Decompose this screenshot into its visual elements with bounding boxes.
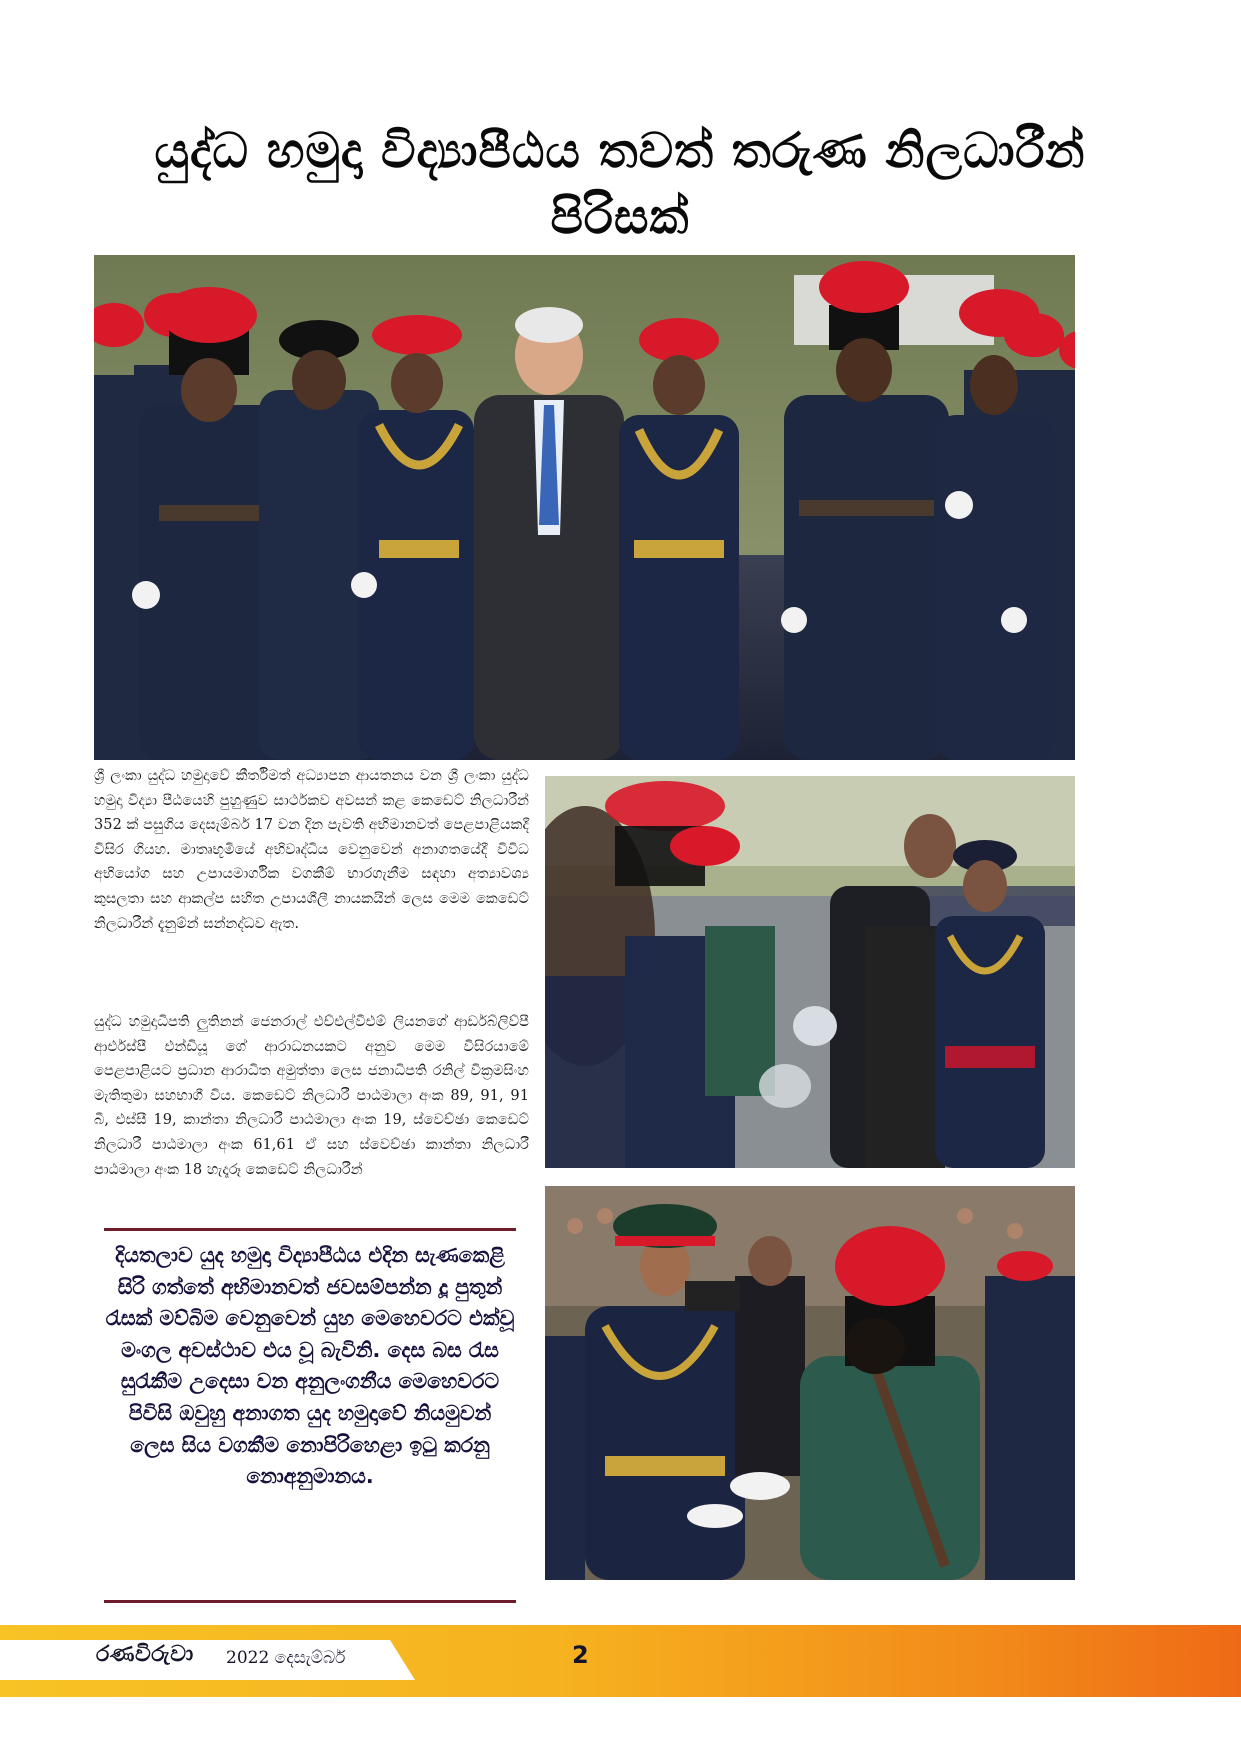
article-paragraph-2: යුද්ධ හමුදාධිපති ලුතිනන් ජෙනරාල් එච්එල්වීඑම් ලියනගේ ආර්ඩබ්ලිව්පී ආර්එස්පී එන්ඩියූ ගේ ආරාධනයකට අනුව මෙම විසිරයාමේ පෙළපාළියට ප්‍රධාන ආරාධිත අමුත්තා ලෙස ජනාධිපති රනිල් වික්‍රමසිංහ මැතිතුමා සහභාගී විය. කෙඩෙට් නිලධාරී පාඨමාලා අංක 89, 91, 91 බී, එස්සී 19, කාන්තා නිලධාරී පාඨමාලා අංක 19, ස්වෙච්ඡා කෙඩෙට් නිලධාරී පාඨමාලා අංක 61,61 ඒ සහ ස්වෙච්ඡා කාන්තා නිලධාරී පාඨමාලා අංක 18 හැදෑරූ කෙඩෙට් නිලධාරීන්: [94, 1013, 529, 1178]
page-number: 2: [572, 1641, 589, 1669]
footer-brand-logo: රණවිරුවා: [96, 1642, 194, 1667]
article-paragraph-1: ශ්‍රී ලංකා යුද්ධ හමුදාවේ කීර්තිමත් අධ්‍යාපන ආයතනය වන ශ්‍රී ලංකා යුද්ධ හමුදා විද්‍යා පීඨයෙහි පුහුණුව සාර්ථකව අවසන් කළ කෙඩෙට් නිලධාරීන් 352 ක් පසුගිය දෙසැම්බර් 17 වන දින පැවති අභිමානවත් පෙළපාළියකදී විසිර ගියහ. මාතෘභූමියේ අභිවෘද්ධිය වෙනුවෙන් අනාගතයේදී විවිධ අභියෝග සහ උපායමාර්ගික වගකීම් භාරගැනීම සඳහා අත්‍යාවශ්‍ය කුසලතා සහ ආකල්ප සහිත උපායශීලී නායකයින් ලෙස මෙම කෙඩෙට් නිලධාරීන් දැනුම්න් සන්නද්ධව ඇත.: [94, 767, 529, 932]
general-handshake-photo: [545, 1186, 1075, 1580]
headline-line-1: යුද්ධ හමුදා විද්‍යාපීඨය තවත් තරුණ නිලධාරීන් පිරිසක්: [154, 123, 1086, 245]
pull-quote: දියතලාව යුද හමුදා විද්‍යාපීඨය එදින සැණකෙළි සිරි ගත්තේ අභිමානවත් ජවසම්පන්න දූ පුතුන් රැසක් මව්බිම වෙනුවෙන් යුහ මෙහෙවරට එක්වූ මංගල අවස්ථාව එය වූ බැවිනි. දෙස බස රැස සුරැකීම උදෙසා වන අනුලංගනීය මෙහෙවරට පිවිසි ඔවුහු අනාගත යුද හමුදාවේ නියමුවන් ලෙස සිය වගකීම නොපිරිහෙළා ඉටු කරනු නොඅනුමානය.: [105, 1243, 515, 1489]
pull-quote-rule-bottom: [104, 1600, 516, 1603]
footer-tab: [0, 1640, 415, 1680]
footer-date: 2022 දෙසැම්බර්: [226, 1648, 346, 1668]
award-ceremony-photo: [545, 776, 1075, 1168]
pull-quote-rule-top: [104, 1228, 516, 1231]
main-parade-photo: [94, 255, 1075, 760]
